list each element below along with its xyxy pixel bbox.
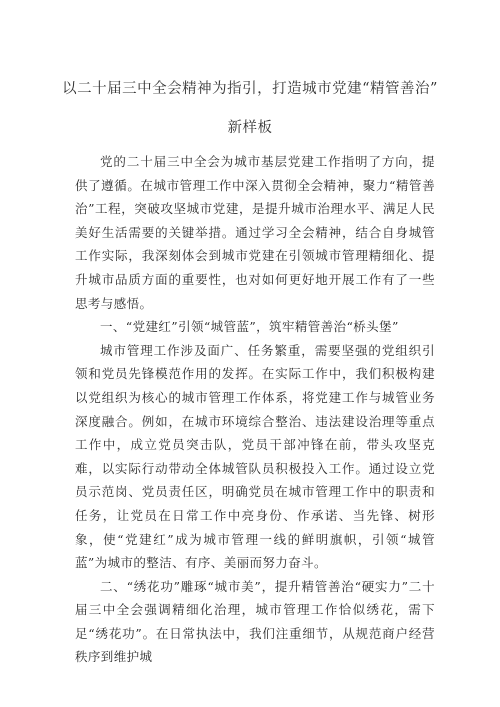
section-heading-1: 一、“党建红”引领“城管蓝”，筑牢精管善治“桥头堡” <box>100 319 399 335</box>
document-title: 以二十届三中全会精神为指引，打造城市党建“精管善治” <box>62 81 438 97</box>
document-title-continuation: 新样板 <box>227 120 273 136</box>
paragraph-intro: 党的二十届三中全会为城市基层党建工作指明了方向，提供了遵循。在城市管理工作中深入贯彻全会精神，聚力“精管善治”工程，突破攻坚城市党建，是提升城市治理水平、满足人民美好生活需要的关键举措。通过学习全会精神，结合自身城管工作实际，我深刻体会到城市党建在引领城市管理精细化、提升城市品质方面的重要性，也对如何更好地开展工作有了一些思考与感悟。 <box>75 154 435 311</box>
document-body <box>75 150 435 669</box>
paragraph-section-1: 城市管理工作涉及面广、任务繁重，需要坚强的党组织引领和党员先锋模范作用的发挥。在实际工作中，我们积极构建以党组织为核心的城市管理工作体系，将党建工作与城管业务深度融合。例如，在城市环境综合整治、违法建设治理等重点工作中，成立党员突击队，党员干部冲锋在前，带头攻坚克难，以实际行动带动全体城管队员积极投入工作。通过设立党员示范岗、党员责任区，明确党员在城市管理工作中的职责和任务，让党员在日常工作中亮身份、作承诺、当先锋、树形象，使“党建红”成为城市管理一线的鲜明旗帜，引领“城管蓝”为城市的整洁、有序、美丽而努力奋斗。 <box>75 342 435 571</box>
paragraph-section-2: 二、“绣花功”雕琢“城市美”，提升精管善治“硬实力”二十届三中全会强调精细化治理，城市管理工作恰似绣花，需下足“绣花功”。在日常执法中，我们注重细节，从规范商户经营秩序到维护城 <box>75 578 435 665</box>
